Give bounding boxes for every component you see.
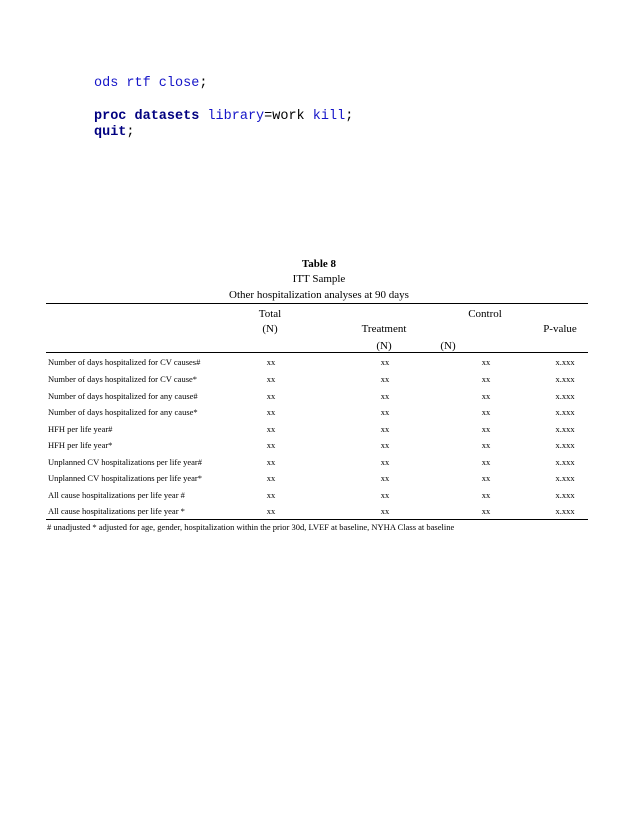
cell-total: xx — [266, 506, 276, 516]
cell-pvalue: x.xxx — [555, 490, 575, 500]
table-top-rule — [46, 303, 588, 304]
cell-pvalue: x.xxx — [555, 407, 575, 417]
cell-treatment: xx — [380, 391, 390, 401]
table-row — [46, 389, 588, 405]
row-label: Number of days hospitalized for CV causes# — [48, 357, 201, 367]
row-label: Number of days hospitalized for any cause# — [48, 391, 198, 401]
cell-control: xx — [481, 424, 491, 434]
cell-treatment: xx — [380, 457, 390, 467]
cell-control: xx — [481, 490, 491, 500]
cell-pvalue: x.xxx — [555, 473, 575, 483]
cell-treatment: xx — [380, 374, 390, 384]
header-control-n: (N) — [440, 340, 456, 352]
cell-control: xx — [481, 506, 491, 516]
cell-total: xx — [266, 490, 276, 500]
cell-total: xx — [266, 391, 276, 401]
code-keyword: ods rtf close — [94, 76, 200, 91]
cell-control: xx — [481, 374, 491, 384]
cell-treatment: xx — [380, 357, 390, 367]
header-pvalue: P-value — [543, 323, 577, 335]
cell-treatment: xx — [380, 473, 390, 483]
cell-control: xx — [481, 357, 491, 367]
cell-control: xx — [481, 391, 491, 401]
cell-total: xx — [266, 457, 276, 467]
table-row — [46, 488, 588, 504]
code-keyword: quit — [94, 125, 127, 140]
row-label: Unplanned CV hospitalizations per life year* — [48, 473, 202, 483]
row-label: HFH per life year* — [48, 440, 113, 450]
table-row — [46, 438, 588, 454]
cell-treatment: xx — [380, 424, 390, 434]
header-total: Total — [258, 308, 282, 320]
code-line-ods-rtf-close — [94, 76, 207, 92]
cell-pvalue: x.xxx — [555, 391, 575, 401]
table-row — [46, 405, 588, 421]
row-label: Unplanned CV hospitalizations per life year# — [48, 457, 202, 467]
table-footnote: # unadjusted * adjusted for age, gender, hospitalization within the prior 30d, LVEF at baseline, NYHA Class at baseline — [47, 522, 455, 532]
cell-control: xx — [481, 473, 491, 483]
table-title: Table 8 — [301, 258, 337, 270]
code-semicolon: ; — [199, 76, 208, 91]
header-treatment-n: (N) — [376, 340, 392, 352]
code-option-value: =work — [264, 109, 305, 124]
cell-control: xx — [481, 440, 491, 450]
cell-pvalue: x.xxx — [555, 374, 575, 384]
cell-total: xx — [266, 407, 276, 417]
table-row — [46, 455, 588, 471]
table-row — [46, 372, 588, 388]
cell-pvalue: x.xxx — [555, 506, 575, 516]
cell-treatment: xx — [380, 440, 390, 450]
table-row — [46, 355, 588, 371]
cell-treatment: xx — [380, 506, 390, 516]
header-total-n: (N) — [262, 323, 278, 335]
table-subtitle: ITT Sample — [292, 273, 346, 285]
cell-total: xx — [266, 424, 276, 434]
table-row — [46, 422, 588, 438]
cell-control: xx — [481, 407, 491, 417]
cell-pvalue: x.xxx — [555, 440, 575, 450]
cell-control: xx — [481, 457, 491, 467]
cell-total: xx — [266, 473, 276, 483]
cell-pvalue: x.xxx — [555, 357, 575, 367]
header-bottom-rule — [46, 352, 588, 353]
code-line-quit — [94, 125, 135, 141]
code-semicolon: ; — [345, 109, 354, 124]
code-option: library — [207, 109, 265, 124]
table-row — [46, 504, 588, 520]
row-label: HFH per life year# — [48, 424, 113, 434]
header-control: Control — [468, 308, 502, 320]
code-keyword: proc datasets — [94, 109, 200, 124]
row-label: All cause hospitalizations per life year * — [48, 506, 185, 516]
cell-total: xx — [266, 374, 276, 384]
cell-pvalue: x.xxx — [555, 457, 575, 467]
table-subtitle: Other hospitalization analyses at 90 days — [229, 289, 409, 301]
cell-pvalue: x.xxx — [555, 424, 575, 434]
cell-treatment: xx — [380, 407, 390, 417]
row-label: Number of days hospitalized for CV cause* — [48, 374, 198, 384]
table-bottom-rule — [46, 519, 588, 520]
code-kill-option: kill — [312, 109, 346, 124]
header-treatment: Treatment — [361, 323, 407, 335]
row-label: All cause hospitalizations per life year # — [48, 490, 185, 500]
code-semicolon: ; — [126, 125, 135, 140]
cell-total: xx — [266, 440, 276, 450]
cell-treatment: xx — [380, 490, 390, 500]
table-row — [46, 471, 588, 487]
cell-total: xx — [266, 357, 276, 367]
code-line-proc-datasets — [94, 109, 353, 125]
row-label: Number of days hospitalized for any cause* — [48, 407, 198, 417]
